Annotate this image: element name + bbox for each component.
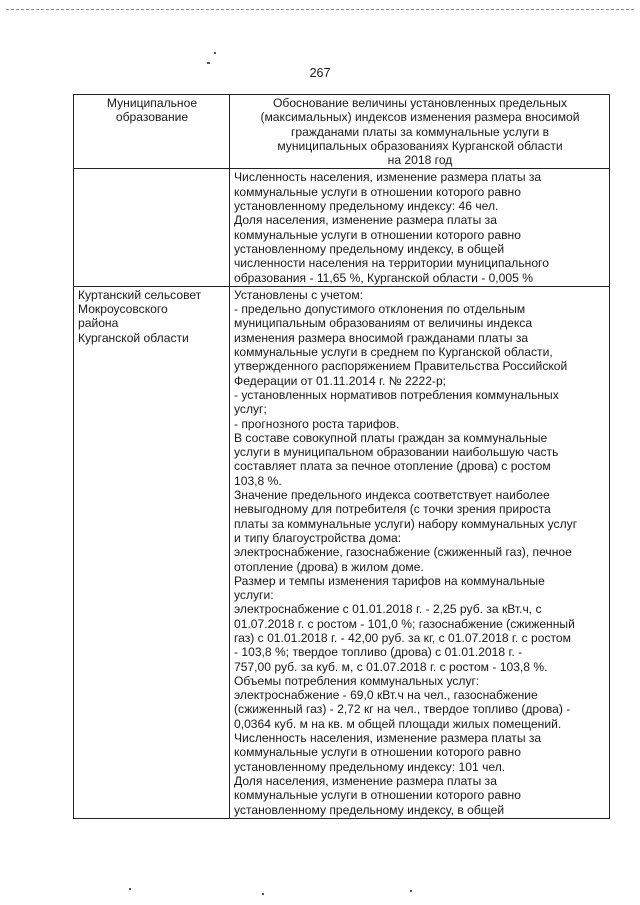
- scan-speck: [214, 52, 216, 54]
- text-line: платы за коммунальные услуги) набору коммунальных услуг: [234, 516, 578, 531]
- scan-speck: [129, 888, 131, 890]
- text-line: услуги:: [234, 588, 274, 603]
- text-line: Размер и темпы изменения тарифов на коммунальные: [234, 573, 545, 588]
- text-line: 01.07.2018 г. с ростом - 101,0 %; газоснабжение (сжиженный: [234, 616, 575, 631]
- text-line: установленному предельному индексу, в общей: [234, 802, 505, 817]
- scan-speck: [207, 62, 210, 64]
- text-line: - 103,8 %; твердое топливо (дрова) с 01.01.2018 г. -: [234, 645, 523, 660]
- scan-speck: [410, 890, 412, 892]
- text-line: установленному предельному индексу: 46 чел.: [234, 199, 499, 214]
- table-header-row: [74, 95, 610, 169]
- text-line: - предельно допустимого отклонения по отдельным: [234, 302, 526, 317]
- text-line: коммунальные услуги в отношении которого равно: [234, 184, 521, 199]
- header-substantiation: [230, 95, 610, 169]
- text-line: В составе совокупной платы граждан за коммунальные: [234, 430, 548, 445]
- text-line: электроснабжение, газоснабжение (сжиженный газ), печное: [234, 545, 572, 560]
- substantiation-table: [73, 94, 610, 819]
- text-line: и типу благоустройства дома:: [234, 530, 402, 545]
- text-line: услуги в муниципальном образовании наибольшую часть: [234, 445, 559, 460]
- municipality-line: Мокроусовского: [78, 302, 168, 317]
- header-line: на 2018 год: [387, 153, 453, 168]
- text-line: Доля населения, изменение размера платы за: [234, 213, 497, 228]
- text-line: изменения размера вносимой гражданами платы за: [234, 330, 529, 345]
- text-line: коммунальные услуги в отношении которого равно: [234, 227, 521, 242]
- municipality-line: Куртанский сельсовет: [78, 287, 202, 302]
- text-line: отопление (дрова) в жилом доме.: [234, 559, 424, 574]
- text-line: составляет плата за печное отопление (дрова) с ростом: [234, 459, 551, 474]
- text-line: Численность населения, изменение размера платы за: [234, 170, 542, 185]
- text-line: муниципальным образованиям от величины индекса: [234, 316, 533, 331]
- text-line: невыгодному для потребителя (с точки зрения прироста: [234, 502, 551, 517]
- text-line: Значение предельного индекса соответствует наиболее: [234, 488, 550, 503]
- header-line: муниципальных образованиях Курганской области: [277, 138, 563, 153]
- text-line: образования - 11,65 %, Курганской области - 0,005 %: [234, 270, 533, 285]
- municipality-line: Курганской области: [78, 330, 189, 345]
- text-line: коммунальные услуги в отношении которого равно: [234, 788, 521, 803]
- text-line: Доля населения, изменение размера платы за: [234, 773, 497, 788]
- scan-top-edge: [6, 9, 634, 10]
- text-line: Объемы потребления коммунальных услуг:: [234, 673, 480, 688]
- substantiation-cell: [230, 169, 610, 286]
- text-line: коммунальные услуги в отношении которого равно: [234, 745, 521, 760]
- text-line: газ) с 01.01.2018 г. - 42,00 руб. за кг, с 01.07.2018 г. с ростом: [234, 630, 571, 645]
- text-line: установленному предельному индексу, в общей: [234, 241, 505, 256]
- text-line: Численность населения, изменение размера платы за: [234, 731, 542, 746]
- text-line: 757,00 руб. за куб. м, с 01.07.2018 г. с ростом - 103,8 %.: [234, 659, 548, 674]
- text-line: 103,8 %.: [234, 473, 282, 488]
- table-row: [74, 169, 610, 286]
- municipality-line: района: [78, 316, 119, 331]
- header-line: Обоснование величины установленных предельных: [272, 96, 568, 110]
- text-line: коммунальные услуги в среднем по Курганской области,: [234, 345, 553, 360]
- scan-speck: [262, 893, 264, 895]
- text-line: электроснабжение - 69,0 кВт.ч на чел., газоснабжение: [234, 688, 538, 703]
- substantiation-cell: [230, 286, 610, 818]
- municipality-cell: [74, 286, 230, 818]
- municipality-cell-empty: [74, 169, 230, 286]
- text-line: установленному предельному индексу: 101 чел.: [234, 759, 506, 774]
- header-line: (максимальных) индексов изменения размера вносимой: [260, 110, 580, 125]
- text-line: утвержденного распоряжением Правительства Российской: [234, 359, 568, 374]
- text-line: электроснабжение с 01.01.2018 г. - 2,25 руб. за кВт.ч, с: [234, 602, 542, 617]
- header-municipality: Муниципальное образование: [74, 95, 230, 169]
- table-row: [74, 286, 610, 818]
- text-line: - прогнозного роста тарифов.: [234, 416, 400, 431]
- text-line: Федерации от 01.11.2014 г. № 2222-р;: [234, 373, 447, 388]
- page-number: 267: [309, 66, 331, 80]
- text-line: услуг;: [234, 402, 267, 417]
- text-line: - установленных нормативов потребления коммунальных: [234, 387, 559, 402]
- text-line: численности населения на территории муниципального: [234, 256, 549, 271]
- header-line: гражданами платы за коммунальные услуги в: [290, 124, 550, 139]
- text-line: (сжиженный газ) - 2,72 кг на чел., твердое топливо (дрова) -: [234, 702, 571, 717]
- text-line: 0,0364 куб. м на кв. м общей площади жилых помещений.: [234, 716, 562, 731]
- text-line: Установлены с учетом:: [234, 287, 363, 302]
